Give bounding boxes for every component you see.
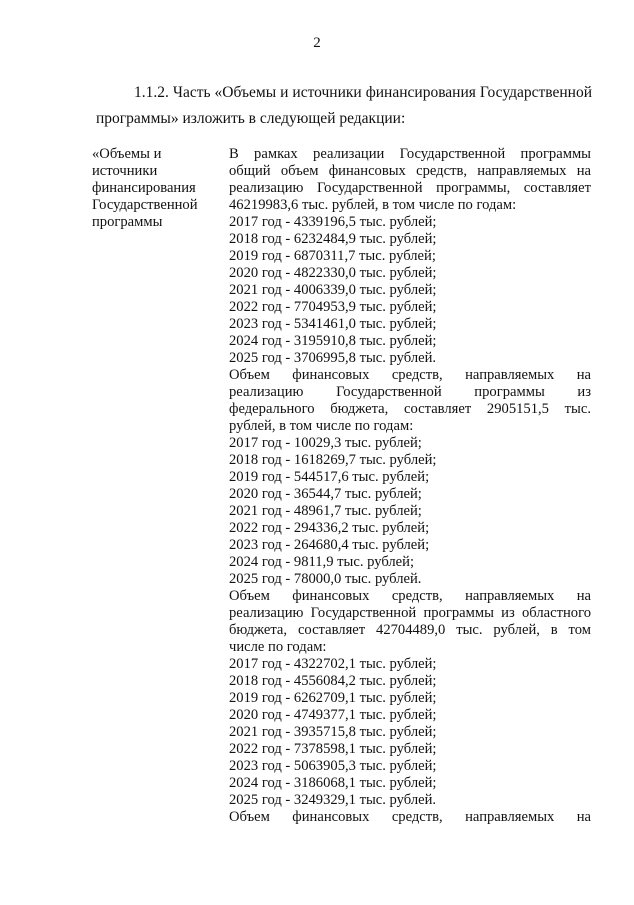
- year-amount: 2021 год - 48961,7 тыс. рублей;: [229, 503, 422, 519]
- paragraph-line: реализацию Государственной программы, составляет: [229, 180, 591, 196]
- section-label-line: программы: [92, 214, 163, 230]
- year-amount: 2020 год - 36544,7 тыс. рублей;: [229, 486, 422, 502]
- year-amount: 2023 год - 5063905,3 тыс. рублей;: [229, 758, 437, 774]
- section-label-line: «Объемы и: [92, 146, 162, 162]
- intro-line-1: 1.1.2. Часть «Объемы и источники финансирования Государственной: [134, 84, 592, 101]
- paragraph-line: В рамках реализации Государственной программы: [229, 146, 591, 162]
- year-amount: 2022 год - 7704953,9 тыс. рублей;: [229, 299, 437, 315]
- year-amount: 2025 год - 3249329,1 тыс. рублей.: [229, 792, 437, 808]
- year-amount: 2023 год - 264680,4 тыс. рублей;: [229, 537, 430, 553]
- year-amount: 2019 год - 6870311,7 тыс. рублей;: [229, 248, 436, 264]
- paragraph-line: числе по годам:: [229, 639, 327, 655]
- paragraph-line: реализацию Государственной программы из: [229, 384, 591, 400]
- section-label-line: источники: [92, 163, 158, 179]
- paragraph-line: федерального бюджета, составляет 2905151,5 тыс.: [229, 401, 591, 417]
- federal-years-list: [229, 435, 591, 588]
- total-years-list: [229, 214, 591, 367]
- year-amount: 2019 год - 6262709,1 тыс. рублей;: [229, 690, 437, 706]
- paragraph-line: Объем финансовых средств, направляемых на: [229, 588, 591, 604]
- year-amount: 2018 год - 1618269,7 тыс. рублей;: [229, 452, 437, 468]
- section-label: [92, 146, 217, 231]
- section-label-line: Государственной: [92, 197, 198, 213]
- federal-paragraph: [229, 367, 591, 435]
- year-amount: 2024 год - 3195910,8 тыс. рублей;: [229, 333, 437, 349]
- year-amount: 2017 год - 4339196,5 тыс. рублей;: [229, 214, 437, 230]
- year-amount: 2017 год - 4322702,1 тыс. рублей;: [229, 656, 437, 672]
- year-amount: 2020 год - 4822330,0 тыс. рублей;: [229, 265, 437, 281]
- year-amount: 2020 год - 4749377,1 тыс. рублей;: [229, 707, 437, 723]
- year-amount: 2025 год - 3706995,8 тыс. рублей.: [229, 350, 437, 366]
- trailing-line: Объем финансовых средств, направляемых на: [229, 809, 591, 825]
- paragraph-line: 46219983,6 тыс. рублей, в том числе по годам:: [229, 197, 517, 213]
- year-amount: 2024 год - 3186068,1 тыс. рублей;: [229, 775, 437, 791]
- year-amount: 2022 год - 7378598,1 тыс. рублей;: [229, 741, 437, 757]
- paragraph-line: общий объем финансовых средств, направляемых на: [229, 163, 591, 179]
- year-amount: 2018 год - 6232484,9 тыс. рублей;: [229, 231, 437, 247]
- regional-paragraph: [229, 588, 591, 656]
- year-amount: 2021 год - 3935715,8 тыс. рублей;: [229, 724, 437, 740]
- year-amount: 2025 год - 78000,0 тыс. рублей.: [229, 571, 422, 587]
- paragraph-line: Объем финансовых средств, направляемых на: [229, 367, 591, 383]
- year-amount: 2017 год - 10029,3 тыс. рублей;: [229, 435, 422, 451]
- year-amount: 2022 год - 294336,2 тыс. рублей;: [229, 520, 430, 536]
- regional-years-list: [229, 656, 591, 809]
- paragraph-line: рублей, в том числе по годам:: [229, 418, 414, 434]
- section-label-line: финансирования: [92, 180, 196, 196]
- intro-line-2: программы» изложить в следующей редакции:: [96, 110, 406, 127]
- year-amount: 2021 год - 4006339,0 тыс. рублей;: [229, 282, 437, 298]
- year-amount: 2023 год - 5341461,0 тыс. рублей;: [229, 316, 437, 332]
- financing-text: [229, 146, 591, 826]
- paragraph-line: реализацию Государственной программы из областного: [229, 605, 591, 621]
- year-amount: 2024 год - 9811,9 тыс. рублей;: [229, 554, 415, 570]
- paragraph-line: бюджета, составляет 42704489,0 тыс. рублей, в том: [229, 622, 591, 638]
- year-amount: 2018 год - 4556084,2 тыс. рублей;: [229, 673, 437, 689]
- page-number: 2: [313, 35, 321, 51]
- total-paragraph: [229, 146, 591, 214]
- year-amount: 2019 год - 544517,6 тыс. рублей;: [229, 469, 430, 485]
